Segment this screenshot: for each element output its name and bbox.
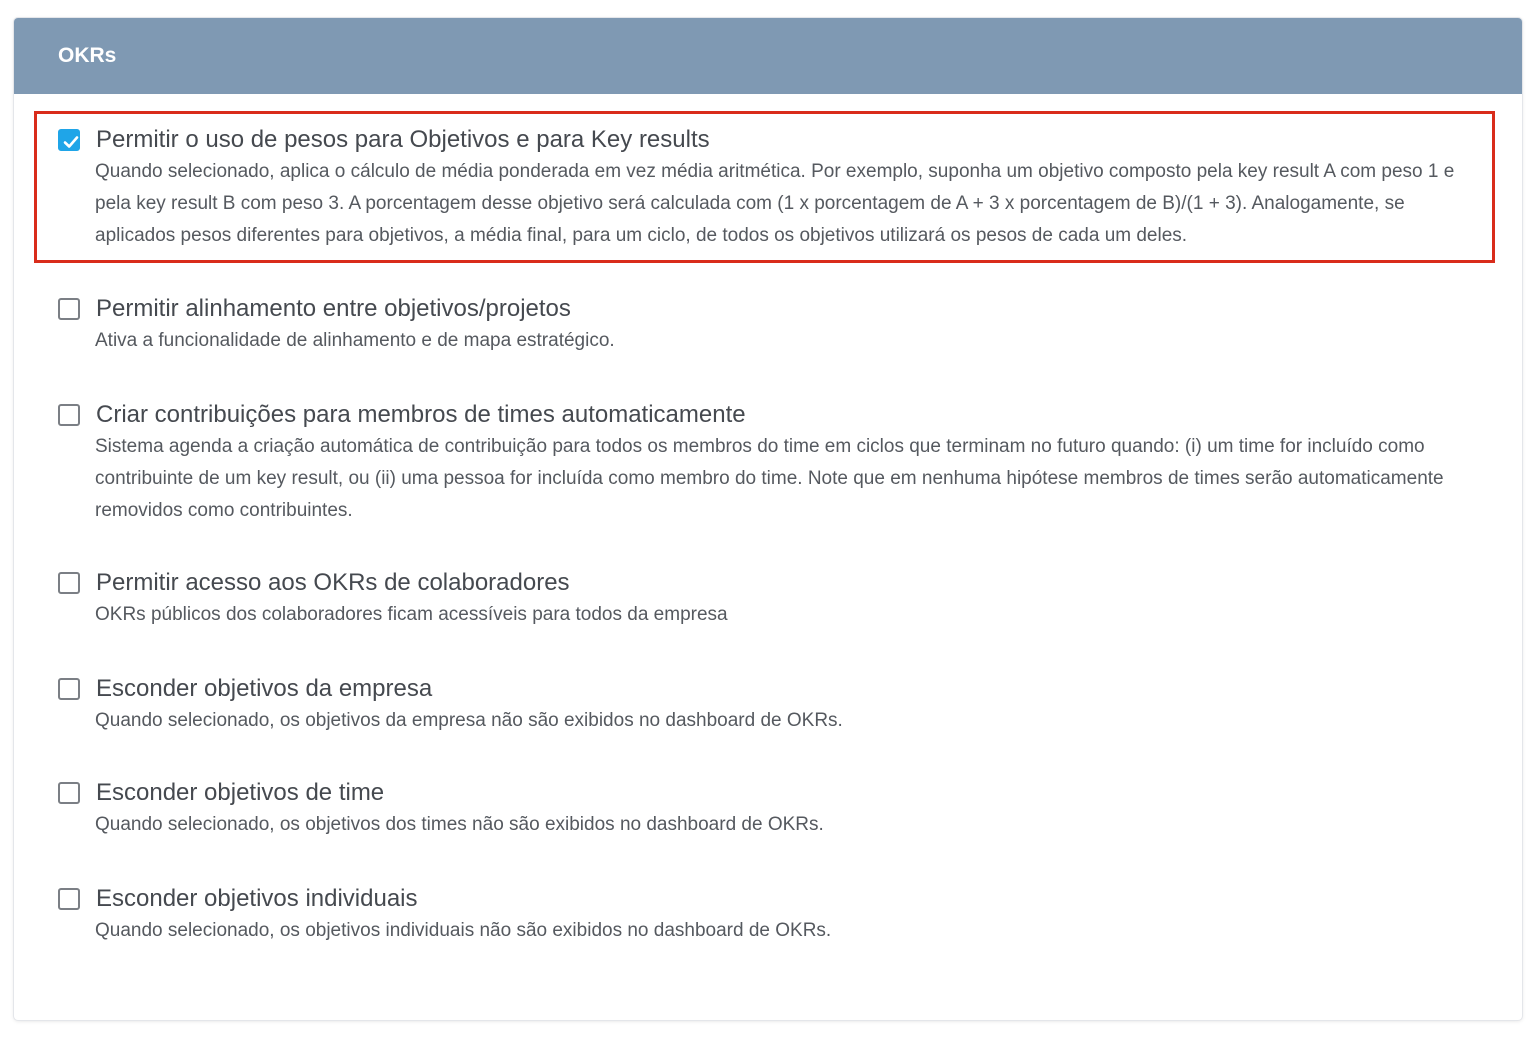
option-title[interactable]: Permitir alinhamento entre objetivos/projetos bbox=[96, 295, 571, 322]
option-collaborator-okrs bbox=[58, 567, 1478, 631]
alignment-checkbox[interactable] bbox=[58, 298, 80, 320]
option-title[interactable]: Esconder objetivos individuais bbox=[96, 885, 418, 912]
option-title[interactable]: Permitir o uso de pesos para Objetivos e para Key results bbox=[96, 126, 710, 153]
panel-title: OKRs bbox=[58, 44, 117, 67]
option-hide-team bbox=[58, 777, 1478, 841]
option-head bbox=[58, 777, 1478, 809]
option-head bbox=[58, 124, 1478, 156]
option-alignment bbox=[58, 293, 1478, 357]
option-description: Quando selecionado, os objetivos dos times não são exibidos no dashboard de OKRs. bbox=[95, 814, 824, 835]
option-head bbox=[58, 293, 1478, 325]
hide-team-checkbox[interactable] bbox=[58, 782, 80, 804]
option-team-contributions bbox=[58, 399, 1478, 527]
option-weights bbox=[58, 124, 1478, 252]
option-description: Sistema agenda a criação automática de contribuição para todos os membros do time em ciclos que terminam no futuro quando: (i) um time for incluído como contribuinte de um key result, ou (ii) uma pessoa for incluída como membro do time. Note que em nenhuma hipótese membros de times serão automaticamente removidos como contribuintes. bbox=[95, 436, 1444, 521]
option-head bbox=[58, 567, 1478, 599]
option-description: Quando selecionado, os objetivos individuais não são exibidos no dashboard de OKRs. bbox=[95, 920, 832, 941]
option-description: Ativa a funcionalidade de alinhamento e de mapa estratégico. bbox=[95, 330, 615, 351]
option-head bbox=[58, 399, 1478, 431]
panel-header bbox=[14, 18, 1522, 94]
hide-individual-checkbox[interactable] bbox=[58, 888, 80, 910]
weights-checkbox[interactable] bbox=[58, 129, 80, 151]
option-head bbox=[58, 673, 1478, 705]
option-hide-company bbox=[58, 673, 1478, 737]
option-title[interactable]: Criar contribuições para membros de times automaticamente bbox=[96, 401, 746, 428]
option-description: Quando selecionado, aplica o cálculo de média ponderada em vez média aritmética. Por exemplo, suponha um objetivo composto pela key result A com peso 1 e pela key result B com peso 3. A porcentagem desse objetivo será calculada com (1 x porcentagem de A + 3 x porcentagem de B)/(1 + 3). Analogamente, se aplicados pesos diferentes para objetivos, a média final, para um ciclo, de todos os objetivos utilizará os pesos de cada um deles. bbox=[95, 161, 1455, 246]
team-contributions-checkbox[interactable] bbox=[58, 404, 80, 426]
option-description: OKRs públicos dos colaboradores ficam acessíveis para todos da empresa bbox=[95, 604, 728, 625]
option-title[interactable]: Esconder objetivos de time bbox=[96, 779, 385, 806]
option-title[interactable]: Permitir acesso aos OKRs de colaboradores bbox=[96, 569, 570, 596]
option-description: Quando selecionado, os objetivos da empresa não são exibidos no dashboard de OKRs. bbox=[95, 710, 843, 731]
okrs-settings-panel bbox=[14, 18, 1522, 1020]
hide-company-checkbox[interactable] bbox=[58, 678, 80, 700]
checkmark-icon bbox=[62, 133, 80, 151]
option-head bbox=[58, 883, 1478, 915]
collaborator-okrs-checkbox[interactable] bbox=[58, 572, 80, 594]
option-title[interactable]: Esconder objetivos da empresa bbox=[96, 675, 433, 702]
option-hide-individual bbox=[58, 883, 1478, 947]
